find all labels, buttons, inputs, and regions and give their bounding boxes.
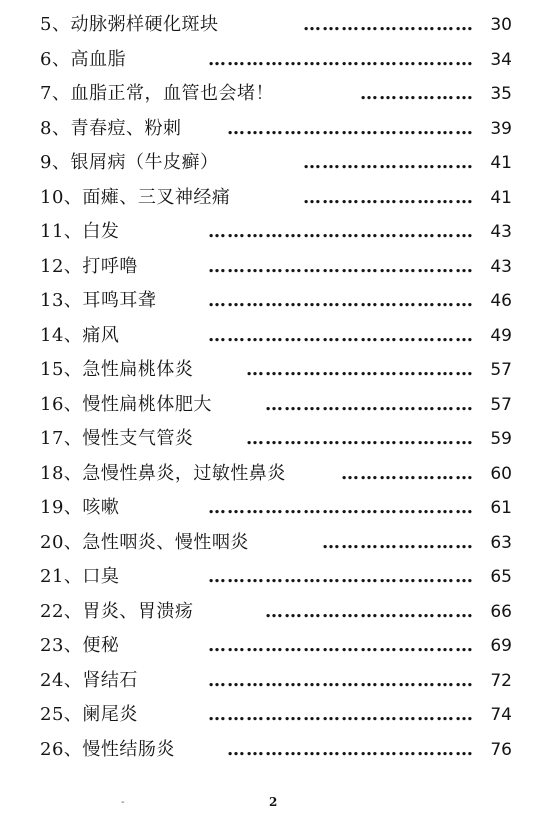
toc-page-number: 43 [490,222,512,242]
toc-entry[interactable] [40,560,512,595]
toc-dot-leader: ……………………… [303,186,474,208]
toc-page-number: 69 [490,636,512,656]
toc-page-number: 39 [490,118,512,139]
toc-entry-title: 9、银屑病（牛皮癣） [40,152,219,173]
toc-page-number: 49 [490,325,512,346]
toc-entry[interactable] [40,422,512,457]
toc-dot-leader: ……………………… [303,152,474,173]
toc-entry-title: 19、咳嗽 [40,497,120,518]
toc-entry-title: 14、痛风 [40,324,120,346]
toc-dot-leader: ……………………… [303,14,474,35]
toc-entry[interactable] [40,664,512,699]
toc-entry-title: 10、面瘫、三叉神经痛 [40,186,231,208]
toc-dot-leader: …………………………………… [208,324,474,346]
toc-dot-leader: …………………………………… [208,290,474,311]
table-of-contents [40,8,512,767]
toc-entry[interactable] [40,526,512,561]
toc-page-number: 63 [490,532,512,553]
toc-entry-title: 15、急性扁桃体炎 [40,359,194,380]
toc-page-number: 57 [490,394,512,415]
toc-entry-title: 7、血脂正常，血管也会堵！ [40,83,274,104]
toc-dot-leader: ……………………………… [246,428,474,449]
toc-entry[interactable] [40,733,512,768]
toc-entry[interactable] [40,181,512,216]
toc-entry[interactable] [40,491,512,526]
toc-entry[interactable] [40,595,512,630]
toc-entry[interactable] [40,250,512,285]
toc-dot-leader: …………………………………… [208,255,474,277]
toc-entry-title: 20、急性咽炎、慢性咽炎 [40,531,249,553]
toc-entry[interactable] [40,77,512,112]
toc-page-number: 57 [490,360,512,380]
toc-page-number: 59 [490,429,512,449]
toc-entry[interactable] [40,698,512,733]
toc-entry-title: 23、便秘 [40,635,120,656]
toc-dot-leader: …………………………………… [208,635,474,656]
toc-entry-title: 5、动脉粥样硬化斑块 [40,14,219,35]
toc-dot-leader: …………………………… [265,600,474,622]
toc-entry[interactable] [40,353,512,388]
footer-mark: - [121,797,125,808]
toc-page-number: 72 [490,670,512,691]
toc-dot-leader: …………………………… [265,393,474,415]
toc-dot-leader: ………………………………… [227,738,474,760]
toc-entry[interactable] [40,8,512,43]
toc-entry-title: 25、阑尾炎 [40,704,138,725]
toc-entry[interactable] [40,112,512,147]
toc-entry-title: 11、白发 [40,221,120,242]
toc-entry[interactable] [40,388,512,423]
toc-page-number: 43 [490,256,512,277]
toc-entry-title: 24、肾结石 [40,669,138,691]
toc-entry[interactable] [40,629,512,664]
toc-entry-title: 22、胃炎、胃溃疡 [40,600,194,622]
toc-entry-title: 17、慢性支气管炎 [40,428,194,449]
toc-dot-leader: ………………… [341,462,474,484]
toc-page-number: 35 [490,84,512,104]
toc-dot-leader: ……………… [360,83,474,104]
toc-page-number: 74 [490,705,512,725]
page-number: 2 [269,795,278,809]
toc-entry-title: 21、口臭 [40,566,120,587]
toc-dot-leader: …………………………………… [208,669,474,691]
toc-entry-title: 16、慢性扁桃体肥大 [40,393,212,415]
toc-entry[interactable] [40,146,512,181]
toc-page-number: 65 [490,567,512,587]
toc-dot-leader: …………………………………… [208,497,474,518]
toc-dot-leader: ……………………………… [246,359,474,380]
toc-entry[interactable] [40,284,512,319]
toc-entry-title: 12、打呼噜 [40,255,138,277]
toc-page-number: 34 [490,49,512,70]
toc-page-number: 46 [490,291,512,311]
toc-entry[interactable] [40,319,512,354]
toc-dot-leader: …………………… [322,531,474,553]
toc-page-number: 66 [490,601,512,622]
toc-page-number: 60 [490,463,512,484]
toc-entry[interactable] [40,457,512,492]
toc-page-number: 30 [490,15,512,35]
toc-dot-leader: …………………………………… [208,221,474,242]
toc-page-number: 41 [490,153,512,173]
toc-entry[interactable] [40,215,512,250]
toc-dot-leader: …………………………………… [208,48,474,70]
toc-entry-title: 26、慢性结肠炎 [40,738,175,760]
toc-entry-title: 18、急慢性鼻炎，过敏性鼻炎 [40,462,286,484]
toc-dot-leader: …………………………………… [208,704,474,725]
toc-dot-leader: …………………………………… [208,566,474,587]
toc-dot-leader: ………………………………… [227,117,474,139]
toc-entry-title: 13、耳鸣耳聋 [40,290,157,311]
toc-page-number: 41 [490,187,512,208]
toc-entry[interactable] [40,43,512,78]
toc-page-number: 76 [490,739,512,760]
toc-entry-title: 6、高血脂 [40,48,126,70]
toc-entry-title: 8、青春痘、粉刺 [40,117,182,139]
toc-page-number: 61 [490,498,512,518]
